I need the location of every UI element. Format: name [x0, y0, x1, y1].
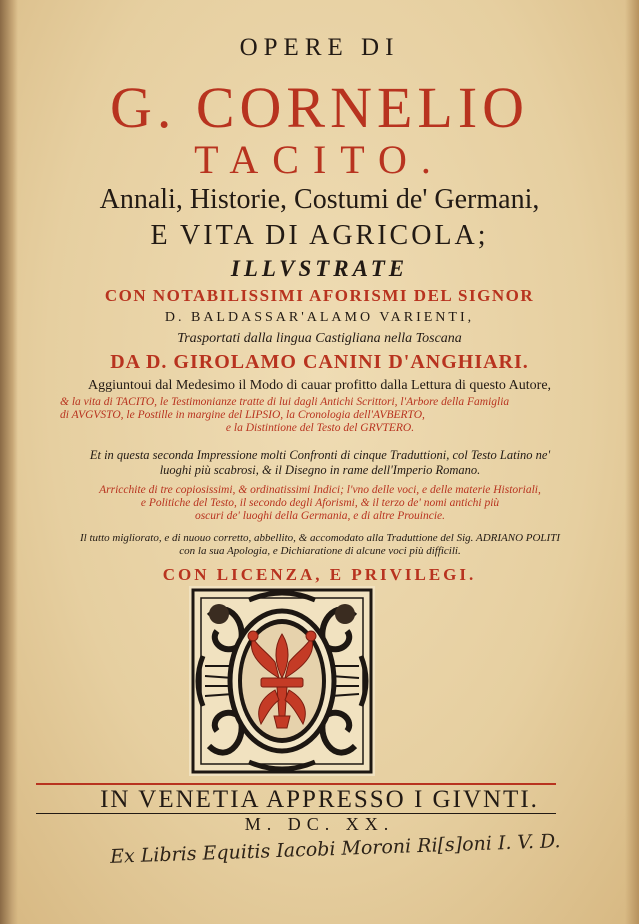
arricchite-line: oscuri de' luoghi della Germania, e di altre Prouincie.: [194, 510, 446, 522]
questa-line: luoghi più scabrosi, & il Disegno in rame dell'Imperio Romano.: [159, 463, 481, 477]
cherub-right-icon: [335, 604, 355, 624]
vita-line: e la Distintione del Testo del GRVTERO.: [225, 422, 415, 434]
ownership-inscription: Ex Libris Equitis Iacobi Moroni Ri[s]oni I. V. D.: [109, 830, 561, 868]
opere-heading: OPERE DI: [239, 34, 400, 61]
baldassar-line: D. BALDASSAR'ALAMO VARIENTI,: [164, 310, 475, 325]
arricchite-line: Arricchite di tre copiosissimi, & ordinatissimi Indici; l'vno delle voci, e delle materie Historiali,: [99, 484, 541, 496]
vita-line: & la vita di TACITO, le Testimonianze tratte di lui dagli Antichi Scrittori, l'Arbore della Famiglia: [60, 396, 510, 408]
cherub-left-icon: [209, 604, 229, 624]
aforismi-line: CON NOTABILISSIMI AFORISMI DEL SIGNOR: [104, 286, 535, 305]
indici-paragraph: [60, 484, 580, 523]
tutto-line: con la sua Apologia, e Dichiaratione di alcune voci più difficili.: [179, 545, 461, 557]
illustrate-line: ILLVSTRATE: [230, 256, 409, 281]
works-line: Annali, Historie, Costumi de' Germani,: [99, 184, 540, 215]
imprint-place: IN VENETIA APPRESSO I GIVNTI.: [100, 786, 539, 813]
imprint-rule-top: [36, 783, 556, 785]
vita-agricola-line: E VITA DI AGRICOLA;: [150, 220, 489, 251]
vita-line: di AVGVSTO, le Postille in margine del LIPSIO, la Cronologia dell'AVBERTO,: [60, 409, 425, 421]
politi-paragraph: [60, 532, 580, 558]
arricchite-line: e Politiche del Testo, il secondo degli Aforismi, & il terzo de' nomi antichi più: [140, 497, 500, 509]
aggiuntoui-line: Aggiuntoui dal Medesimo il Modo di cauar profitto dalla Lettura di questo Autore,: [87, 378, 552, 393]
author-name: G. CORNELIO: [109, 75, 530, 140]
seconda-impressione-paragraph: [60, 448, 580, 478]
licenza-line: CON LICENZA, E PRIVILEGI.: [162, 565, 477, 584]
questa-line: Et in questa seconda Impressione molti Confronti di cinque Traduttioni, col Testo Latino ne': [89, 448, 551, 462]
translator-line: DA D. GIROLAMO CANINI D'ANGHIARI.: [110, 351, 529, 373]
vita-paragraph: [60, 396, 580, 435]
printer-device-emblem: [189, 586, 375, 776]
imprint-year: M. DC. XX.: [244, 814, 395, 834]
author-surname: TACITO.: [194, 137, 445, 182]
translation-line: Trasportati dalla lingua Castigliana nella Toscana: [177, 331, 462, 346]
tutto-line: Il tutto migliorato, e di nuouo corretto, abbellito, & accomodato alla Traduttione del Sig. ADRIANO POLITI: [79, 532, 560, 544]
